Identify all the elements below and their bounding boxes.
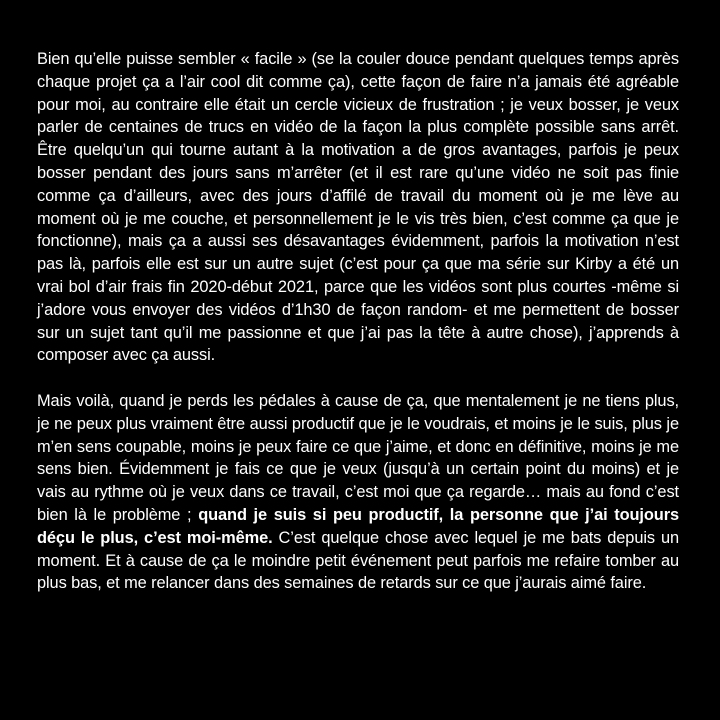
paragraph-1-text: Bien qu’elle puisse sembler « facile » (se la couler douce pendant quelques temps après chaque projet ça a l’air cool dit comme ça), cette façon de faire n’a jamais été agréable pour moi, au contraire elle était un cercle vicieux de frustration ; je veux bosser, je veux parler de centaines de trucs en vidéo de la façon la plus complète possible sans arrêt. Être quelqu’un qui tourne autant à la motivation a de gros avantages, parfois je peux bosser pendant des jours sans m’arrêter (et il est rare qu’une vidéo ne soit pas finie comme ça d’ailleurs, avec des jours d’affilé de travail du moment où je me lève au moment où je me couche, et personnellement je le vis très bien, c’est comme ça que je fonctionne), mais ça a aussi ses désavantages évidemment, parfois la motivation n’est pas là, parfois elle est sur un autre sujet (c’est pour ça que ma série sur Kirby a été un vrai bol d’air frais fin 2020-début 2021, parce que les vidéos sont plus courtes -même si j’adore vous envoyer des vidéos d’1h30 de façon random- et me permettent de bosser sur un sujet tant qu’il me passionne et que j’ai pas la tête à autre chose), j’apprends à composer avec ça aussi. [37, 50, 679, 365]
paragraph-2 [37, 390, 679, 595]
paragraph-2-bold-text: quand je suis si peu productif, la personne que j’ai toujours déçu le plus, c’est moi-même. [37, 505, 679, 547]
paragraph-1 [37, 48, 679, 367]
paragraph-2-text-before: Mais voilà, quand je perds les pédales à cause de ça, que mentalement je ne tiens plus, je ne peux plus vraiment être aussi productif que je le voudrais, et moins je le suis, plus je m’en sens coupable, moins je peux faire ce que j’aime, et donc en définitive, moins je me sens bien. Évidemment je fais ce que je veux (jusqu’à un certain point du moins) et je vais au rythme où je veux dans ce travail, c’est moi que ça regarde… mais au fond c’est bien là le problème ; [37, 391, 679, 524]
paragraph-2-text-after: C’est quelque chose avec lequel je me bats depuis un moment. Et à cause de ça le moindre petit événement peut parfois me refaire tomber au plus bas, et me relancer dans des semaines de retards sur ce que j’aurais aimé faire. [37, 528, 679, 593]
text-document [37, 48, 679, 595]
